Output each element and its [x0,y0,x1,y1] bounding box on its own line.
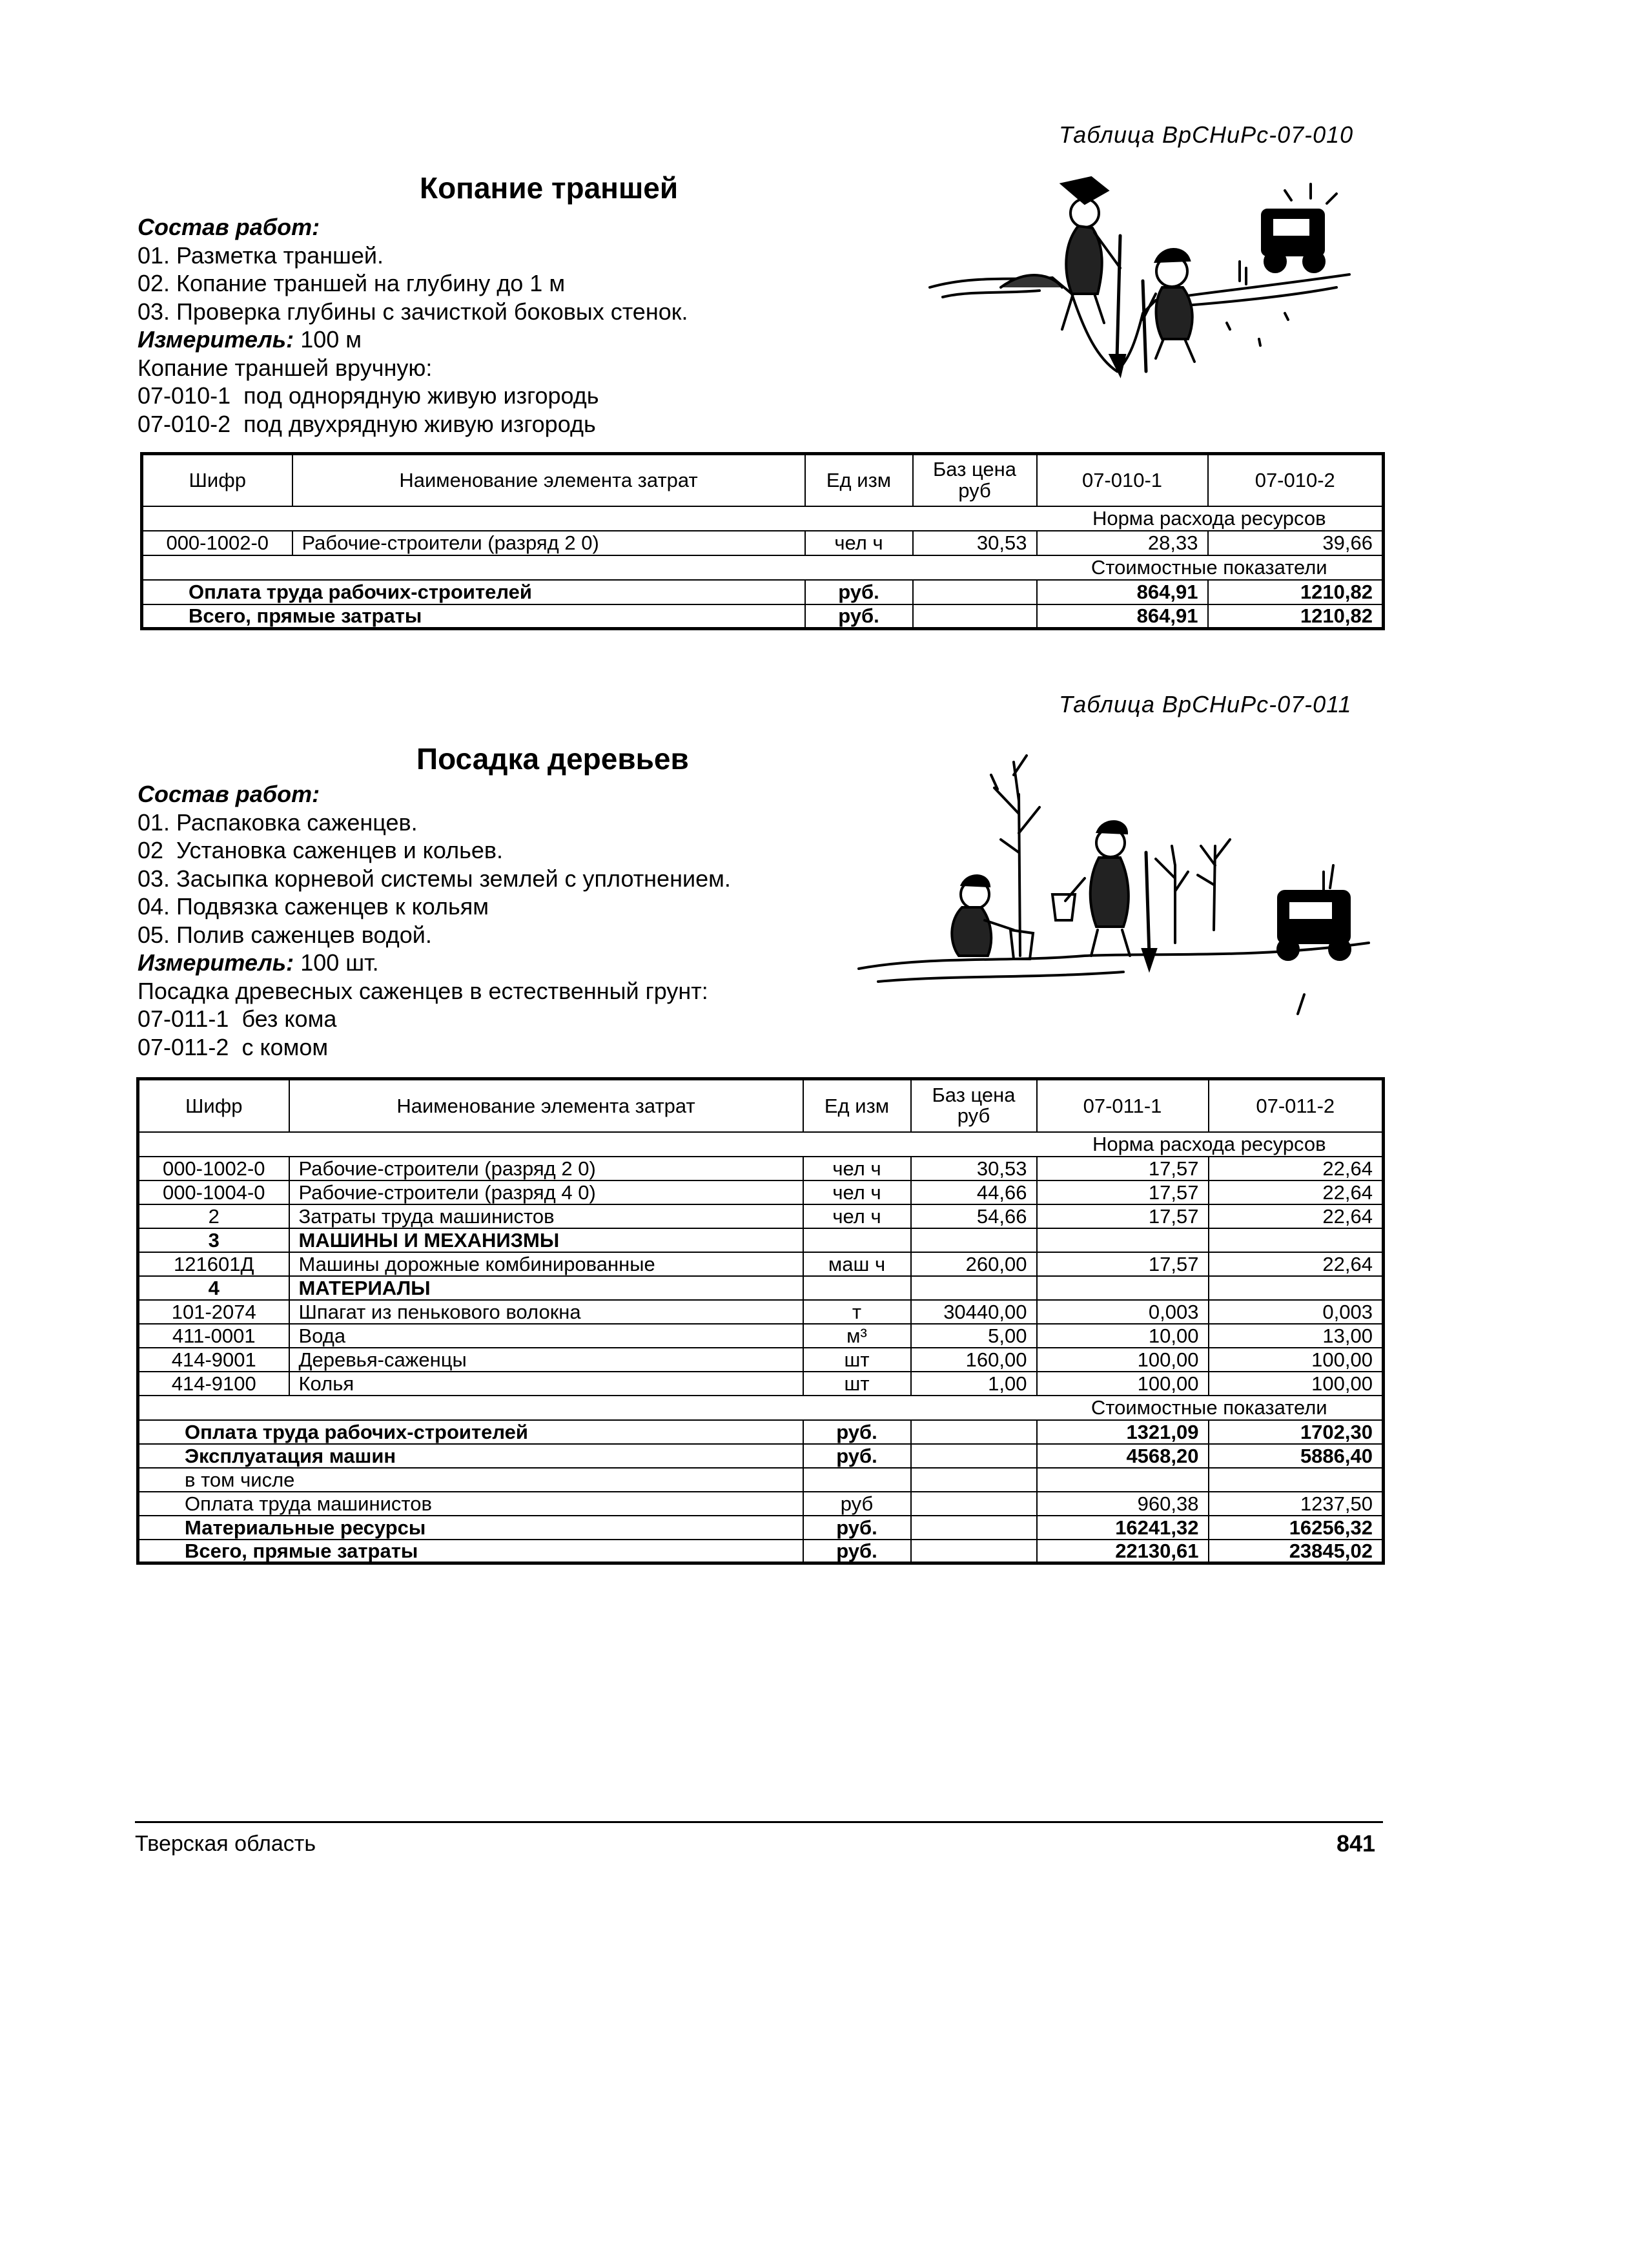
code-cell: 414-9100 [138,1372,289,1396]
table-row [138,1468,1384,1492]
value-cell: 1210,82 [1208,580,1384,604]
name-cell: Деревья-саженцы [289,1348,803,1372]
header-cell: Шифр [138,1079,289,1132]
unit-cell [803,1228,911,1252]
price-cell: 54,66 [911,1204,1037,1228]
unit-cell: м³ [803,1324,911,1348]
value-cell [1037,1468,1209,1492]
section-title: Посадка деревьев [416,742,689,776]
code-cell: 2 [138,1204,289,1228]
work-step: 02 Установка саженцев и кольев. [138,837,503,863]
cost-label-row [142,555,1384,580]
unit-cell: руб. [803,1444,911,1468]
header-cell: Наименование элемента затрат [289,1079,803,1132]
work-description [138,780,731,1061]
trench-digging-illustration [923,165,1362,391]
variant-line: 07-010-1 под однорядную живую изгородь [138,382,599,409]
value-cell: 0,003 [1209,1300,1384,1324]
name-cell: МАТЕРИАЛЫ [289,1276,803,1300]
value-cell: 22,64 [1209,1204,1384,1228]
value-cell: 4568,20 [1037,1444,1209,1468]
tree-planting-illustration [852,736,1382,1027]
footer-rule [135,1821,1383,1823]
meter-value: 100 м [294,326,362,353]
table-row [142,604,1384,629]
work-step: 01. Разметка траншей. [138,242,384,269]
value-cell: 22,64 [1209,1252,1384,1276]
cost-table [136,1077,1385,1565]
table-row [138,1204,1384,1228]
value-cell: 100,00 [1209,1348,1384,1372]
price-cell [911,1492,1037,1516]
header-cell: 07-011-2 [1209,1079,1384,1132]
price-cell [913,580,1037,604]
value-cell: 16241,32 [1037,1516,1209,1540]
value-cell: 100,00 [1037,1372,1209,1396]
method-text: Копание траншей вручную: [138,354,433,381]
cost-table [140,452,1385,630]
unit-cell: чел ч [803,1157,911,1180]
variant-line: 07-011-1 без кома [138,1005,337,1032]
header-cell: Шифр [142,454,292,506]
cost-name-cell: Материальные ресурсы [138,1516,803,1540]
table-row [138,1252,1384,1276]
price-cell: 30,53 [911,1157,1037,1180]
meter-label: Измеритель: [138,949,294,976]
value-cell: 100,00 [1037,1348,1209,1372]
header-cell: 07-010-2 [1208,454,1384,506]
name-cell: Рабочие-строители (разряд 4 0) [289,1180,803,1204]
section-title: Копание траншей [420,171,679,205]
norm-label: Норма расхода ресурсов [1037,1132,1384,1157]
value-cell: 16256,32 [1209,1516,1384,1540]
value-cell: 960,38 [1037,1492,1209,1516]
code-cell: 101-2074 [138,1300,289,1324]
table-row [138,1492,1384,1516]
table-row [138,1420,1384,1444]
price-cell [911,1420,1037,1444]
unit-cell: руб [803,1492,911,1516]
price-cell: 30,53 [913,531,1037,555]
name-cell: Колья [289,1372,803,1396]
price-cell [911,1516,1037,1540]
table-row [138,1300,1384,1324]
table-label: Таблица ВрСНиРс-07-011 [1059,691,1352,717]
header-cell: Наименование элемента затрат [292,454,805,506]
unit-cell: руб. [803,1540,911,1563]
value-cell: 23845,02 [1209,1540,1384,1563]
value-cell: 10,00 [1037,1324,1209,1348]
meter-value: 100 шт. [294,949,379,976]
price-cell [911,1468,1037,1492]
value-cell: 100,00 [1209,1372,1384,1396]
value-cell: 0,003 [1037,1300,1209,1324]
table-row [138,1372,1384,1396]
work-description [138,213,688,438]
cost-name-cell: Оплата труда машинистов [138,1492,803,1516]
table-header-row [142,454,1384,506]
meter-label: Измеритель: [138,326,294,353]
table-header-row [138,1079,1384,1132]
cost-rows [138,1420,1384,1563]
value-cell: 864,91 [1037,604,1208,629]
price-cell [911,1540,1037,1563]
table-row [142,580,1384,604]
composition-heading: Состав работ: [138,781,320,807]
price-cell [913,604,1037,629]
price-cell [911,1276,1037,1300]
cost-name-cell: Всего, прямые затраты [142,604,805,629]
resource-rows [138,1157,1384,1396]
value-cell: 22130,61 [1037,1540,1209,1563]
unit-cell: чел ч [805,531,913,555]
code-cell: 3 [138,1228,289,1252]
price-cell: 30440,00 [911,1300,1037,1324]
unit-cell: шт [803,1348,911,1372]
value-cell: 17,57 [1037,1157,1209,1180]
norm-label: Норма расхода ресурсов [1037,506,1384,531]
header-cell: Баз цена руб [911,1079,1037,1132]
unit-cell: чел ч [803,1180,911,1204]
variant-line: 07-010-2 под двухрядную живую изгородь [138,410,596,437]
table-label: Таблица ВрСНиРс-07-010 [1059,121,1354,148]
composition-heading: Состав работ: [138,214,320,240]
value-cell: 1237,50 [1209,1492,1384,1516]
code-cell: 414-9001 [138,1348,289,1372]
value-cell [1209,1228,1384,1252]
name-cell: Рабочие-строители (разряд 2 0) [292,531,805,555]
value-cell [1037,1276,1209,1300]
value-cell: 1321,09 [1037,1420,1209,1444]
work-step: 01. Распаковка саженцев. [138,809,418,836]
unit-cell: шт [803,1372,911,1396]
name-cell: Шпагат из пенькового волокна [289,1300,803,1324]
cost-name-cell: в том числе [138,1468,803,1492]
unit-cell: руб. [803,1420,911,1444]
value-cell: 17,57 [1037,1252,1209,1276]
page-number: 841 [1337,1830,1376,1857]
name-cell: Затраты труда машинистов [289,1204,803,1228]
unit-cell [803,1468,911,1492]
unit-cell: руб. [803,1516,911,1540]
cost-name-cell: Оплата труда рабочих-строителей [138,1420,803,1444]
price-cell: 1,00 [911,1372,1037,1396]
footer-region: Тверская область [135,1831,316,1856]
unit-cell: руб. [805,580,913,604]
cost-label-row [138,1396,1384,1420]
value-cell: 22,64 [1209,1157,1384,1180]
price-cell [911,1444,1037,1468]
value-cell [1209,1468,1384,1492]
value-cell: 5886,40 [1209,1444,1384,1468]
cost-name-cell: Оплата труда рабочих-строителей [142,580,805,604]
work-step: 03. Засыпка корневой системы землей с уплотнением. [138,865,731,892]
code-cell: 411-0001 [138,1324,289,1348]
value-cell: 1702,30 [1209,1420,1384,1444]
cost-label: Стоимостные показатели [1037,555,1384,580]
header-cell: 07-011-1 [1037,1079,1209,1132]
norm-label-row [138,1132,1384,1157]
work-step: 03. Проверка глубины с зачисткой боковых стенок. [138,298,688,325]
value-cell: 22,64 [1209,1180,1384,1204]
work-step: 02. Копание траншей на глубину до 1 м [138,270,566,296]
price-cell: 260,00 [911,1252,1037,1276]
table-row [138,1516,1384,1540]
unit-cell [803,1276,911,1300]
name-cell: Рабочие-строители (разряд 2 0) [289,1157,803,1180]
value-cell: 1210,82 [1208,604,1384,629]
code-cell: 000-1002-0 [138,1157,289,1180]
table-row [138,1180,1384,1204]
name-cell: Машины дорожные комбинированные [289,1252,803,1276]
table-row [138,1157,1384,1180]
header-cell: Ед изм [803,1079,911,1132]
table-row [142,531,1384,555]
price-cell: 160,00 [911,1348,1037,1372]
code-cell: 000-1004-0 [138,1180,289,1204]
cost-name-cell: Эксплуатация машин [138,1444,803,1468]
cost-label: Стоимостные показатели [1037,1396,1384,1420]
name-cell: Вода [289,1324,803,1348]
header-cell: Баз цена руб [913,454,1037,506]
method-text: Посадка древесных саженцев в естественный грунт: [138,977,708,1004]
value-cell: 13,00 [1209,1324,1384,1348]
value-cell [1209,1276,1384,1300]
table-row [138,1276,1384,1300]
price-cell [911,1228,1037,1252]
name-cell: МАШИНЫ И МЕХАНИЗМЫ [289,1228,803,1252]
table-row [138,1444,1384,1468]
code-cell: 121601Д [138,1252,289,1276]
header-cell: Ед изм [805,454,913,506]
unit-cell: т [803,1300,911,1324]
code-cell: 4 [138,1276,289,1300]
price-cell: 44,66 [911,1180,1037,1204]
work-step: 05. Полив саженцев водой. [138,921,432,948]
header-cell: 07-010-1 [1037,454,1208,506]
table-row [138,1540,1384,1563]
price-cell: 5,00 [911,1324,1037,1348]
value-cell: 39,66 [1208,531,1384,555]
unit-cell: маш ч [803,1252,911,1276]
value-cell: 17,57 [1037,1180,1209,1204]
variant-line: 07-011-2 с комом [138,1033,329,1060]
value-cell: 28,33 [1037,531,1208,555]
cost-name-cell: Всего, прямые затраты [138,1540,803,1563]
work-step: 04. Подвязка саженцев к кольям [138,893,489,920]
value-cell: 17,57 [1037,1204,1209,1228]
value-cell [1037,1228,1209,1252]
table-row [138,1228,1384,1252]
table-row [138,1324,1384,1348]
table-row [138,1348,1384,1372]
unit-cell: чел ч [803,1204,911,1228]
value-cell: 864,91 [1037,580,1208,604]
code-cell: 000-1002-0 [142,531,292,555]
norm-label-row [142,506,1384,531]
unit-cell: руб. [805,604,913,629]
